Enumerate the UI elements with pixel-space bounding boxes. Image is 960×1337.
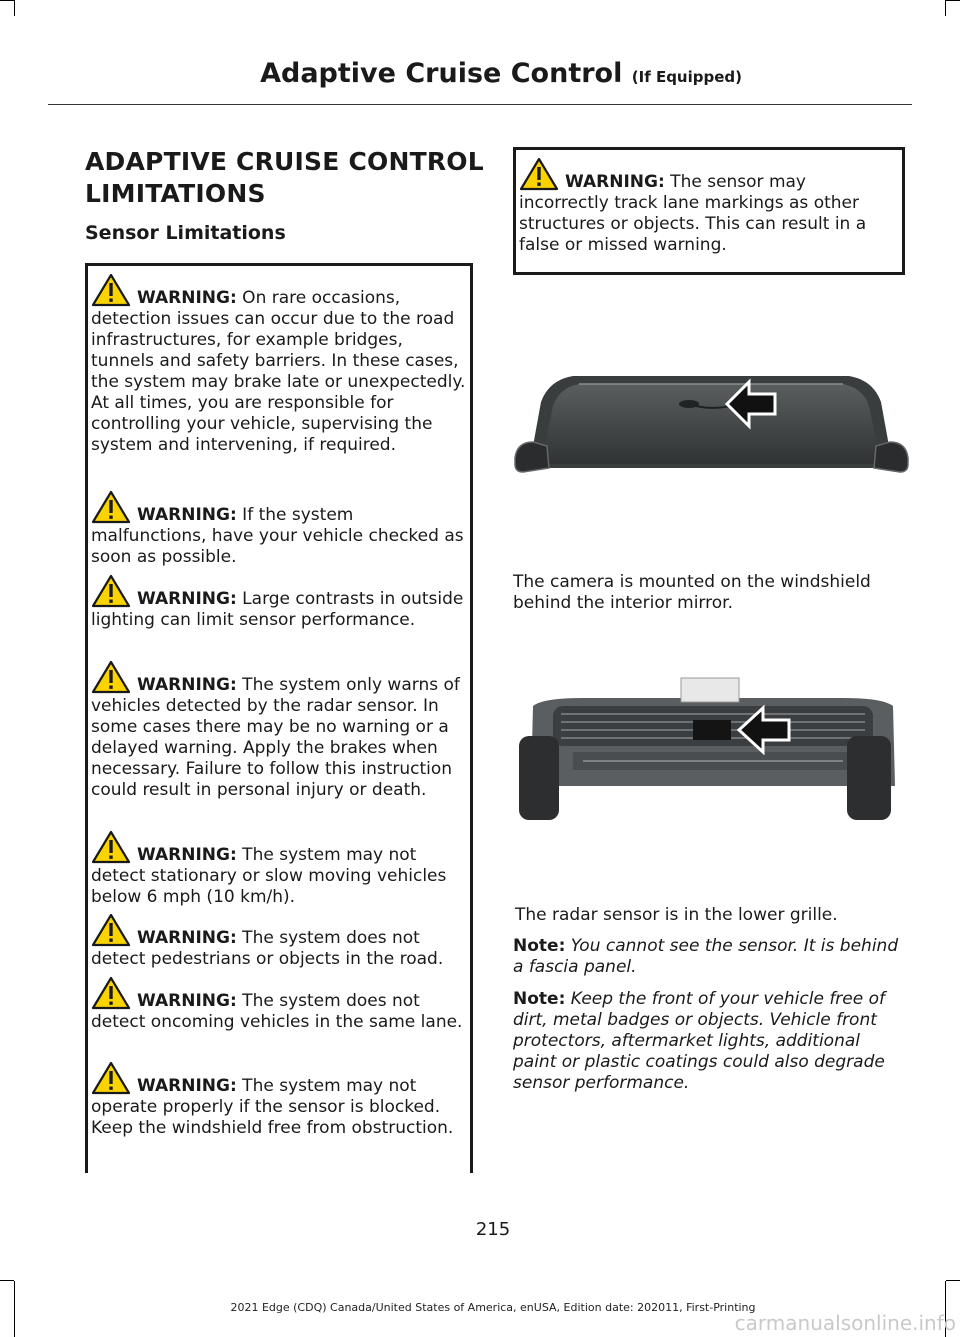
warning-item bbox=[91, 913, 467, 970]
header-rule bbox=[48, 104, 912, 105]
warning-item bbox=[519, 157, 897, 256]
warning-triangle-icon bbox=[91, 273, 131, 307]
warning-triangle-icon bbox=[91, 660, 131, 694]
subsection-heading: Sensor Limitations bbox=[85, 222, 286, 244]
note-label: Note: bbox=[513, 989, 566, 1009]
warning-label: WARNING: bbox=[565, 172, 665, 192]
chapter-title-text: Adaptive Cruise Control bbox=[260, 58, 623, 89]
warning-text: The system only warns of vehicles detected by the radar sensor. In some cases there may be no warning or a delayed warning. Apply the brakes when necessary. Failure to follow this instruction could result in personal injury or death. bbox=[91, 675, 460, 800]
note-text: You cannot see the sensor. It is behind a fascia panel. bbox=[513, 936, 899, 977]
warning-triangle-icon bbox=[91, 913, 131, 947]
warning-item bbox=[91, 1061, 467, 1139]
warning-item bbox=[91, 574, 467, 631]
warning-text: The system may not detect stationary or slow moving vehicles below 6 mph (10 km/h). bbox=[91, 845, 447, 907]
radar-sensor-illustration bbox=[513, 676, 910, 826]
radar-caption: The radar sensor is in the lower grille. bbox=[515, 905, 838, 925]
warning-item bbox=[91, 830, 467, 908]
warning-label: WARNING: bbox=[137, 589, 237, 609]
warning-text: The system does not detect oncoming vehicles in the same lane. bbox=[91, 991, 463, 1032]
crop-mark bbox=[946, 0, 960, 1]
warning-label: WARNING: bbox=[137, 1076, 237, 1096]
crop-mark bbox=[946, 1280, 960, 1281]
camera-caption: The camera is mounted on the windshield behind the interior mirror. bbox=[513, 572, 871, 613]
warning-item bbox=[91, 976, 467, 1033]
warning-item bbox=[91, 660, 467, 801]
page-number: 215 bbox=[475, 1219, 511, 1240]
warning-text: On rare occasions, detection issues can occur due to the road infrastructures, for example bridges, tunnels and safety barriers. In these cases, the system may brake late or unexpectedly. At all times, you are responsible for controlling your vehicle, supervising the system and intervening, if required. bbox=[91, 288, 466, 455]
warning-triangle-icon bbox=[91, 574, 131, 608]
warning-triangle-icon bbox=[91, 976, 131, 1010]
warning-label: WARNING: bbox=[137, 845, 237, 865]
crop-mark bbox=[945, 0, 946, 16]
warning-text: The sensor may incorrectly track lane markings as other structures or objects. This can result in a false or missed warning. bbox=[519, 172, 867, 255]
warning-label: WARNING: bbox=[137, 288, 237, 308]
warning-label: WARNING: bbox=[137, 928, 237, 948]
note-label: Note: bbox=[513, 936, 566, 956]
warning-item bbox=[91, 273, 467, 456]
footer-edition: 2021 Edge (CDQ) Canada/United States of America, enUSA, Edition date: 202011, First-Printing bbox=[230, 1301, 756, 1314]
warning-triangle-icon bbox=[91, 830, 131, 864]
section-heading: ADAPTIVE CRUISE CONTROL LIMITATIONS bbox=[85, 147, 484, 208]
note-item bbox=[513, 936, 908, 978]
crop-mark bbox=[0, 1280, 14, 1281]
warning-label: WARNING: bbox=[137, 505, 237, 525]
watermark: carmanualsonline.info bbox=[734, 1311, 956, 1335]
warning-label: WARNING: bbox=[137, 675, 237, 695]
warning-text: The system may not operate properly if the sensor is blocked. Keep the windshield free from obstruction. bbox=[91, 1076, 454, 1138]
warning-text: The system does not detect pedestrians or objects in the road. bbox=[91, 928, 444, 969]
windshield-camera-illustration bbox=[513, 362, 910, 477]
chapter-title bbox=[260, 58, 742, 89]
warning-text: If the system malfunctions, have your vehicle checked as soon as possible. bbox=[91, 505, 464, 567]
chapter-title-suffix: (If Equipped) bbox=[631, 68, 742, 86]
warning-item bbox=[91, 490, 467, 568]
warning-triangle-icon bbox=[91, 490, 131, 524]
warning-label: WARNING: bbox=[137, 991, 237, 1011]
crop-mark bbox=[14, 0, 15, 16]
warning-triangle-icon bbox=[91, 1061, 131, 1095]
warning-text: Large contrasts in outside lighting can limit sensor performance. bbox=[91, 589, 464, 630]
warning-triangle-icon bbox=[519, 157, 559, 191]
crop-mark bbox=[0, 0, 14, 1]
note-item bbox=[513, 989, 908, 1094]
note-text: Keep the front of your vehicle free of dirt, metal badges or objects. Vehicle front protectors, aftermarket lights, additional paint or plastic coatings could also degrade sensor performance. bbox=[513, 989, 886, 1093]
